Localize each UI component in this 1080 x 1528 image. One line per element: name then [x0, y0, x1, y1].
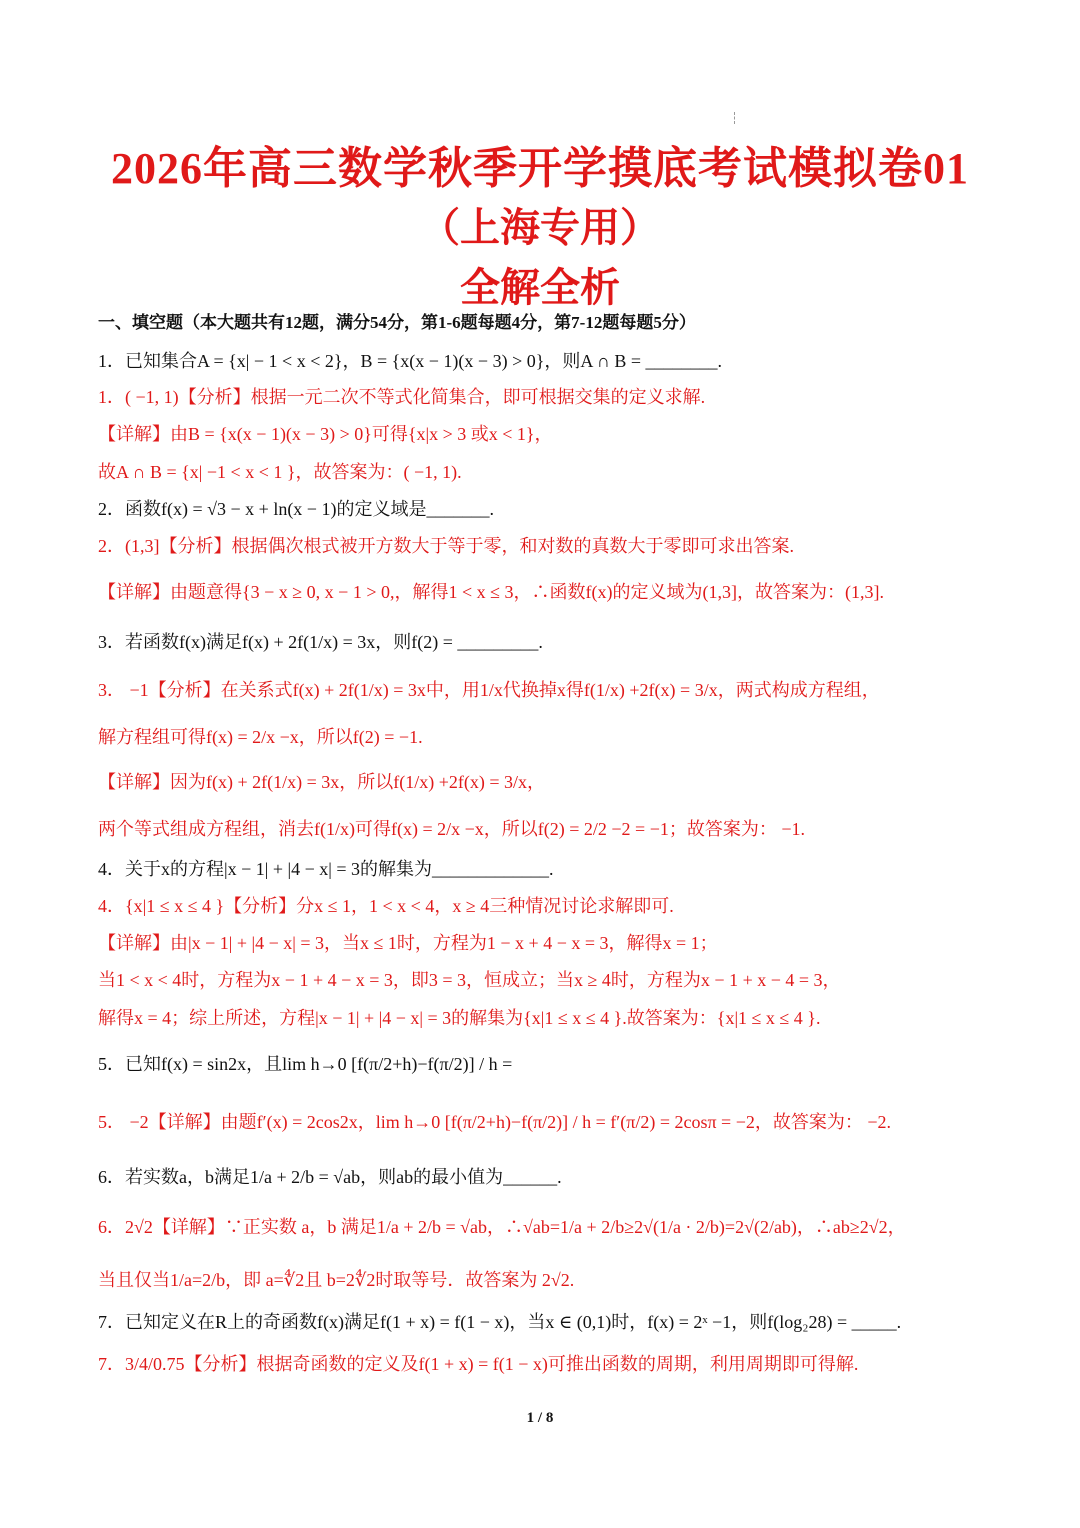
doc-title: 2026年高三数学秋季开学摸底考试模拟卷01 — [111, 144, 969, 193]
answer-3b: 解方程组可得f(x) = 2/x −x，所以f(2) = −1. — [98, 727, 423, 747]
detail-4b: 当1 < x < 4时，方程为x − 1 + 4 − x = 3，即3 = 3，恒成立；当x ≥ 4时，方程为x − 1 + x − 4 = 3， — [98, 970, 841, 990]
detail-1b: 故A ∩ B = {x| −1 < x < 1 }，故答案为：( −1, 1). — [98, 462, 462, 482]
section-heading: 一、填空题（本大题共有12题，满分54分，第1-6题每题4分，第7-12题每题5分） — [98, 313, 696, 332]
question-4: 4．关于x的方程|x − 1| + |4 − x| = 3的解集为_____________. — [98, 859, 554, 879]
answer-3: 3． −1【分析】在关系式f(x) + 2f(1/x) = 3x中，用1/x代换掉x得f(1/x) +2f(x) = 3/x，两式构成方程组， — [98, 680, 880, 700]
question-2: 2．函数f(x) = √3 − x + ln(x − 1)的定义域是_______. — [98, 499, 494, 519]
doc-subtitle: （上海专用） — [420, 205, 660, 250]
answer-7: 7．3/4/0.75【分析】根据奇函数的定义及f(1 + x) = f(1 − x)可推出函数的周期，利用周期即可得解. — [98, 1354, 859, 1374]
margin-mark — [734, 112, 736, 124]
answer-5: 5． −2【详解】由题f′(x) = 2cos2x，lim h→0 [f(π/2+h)−f(π/2)] / h = f′(π/2) = 2cosπ = −2，故答案为： −2. — [98, 1112, 892, 1132]
answer-1: 1．( −1, 1)【分析】根据一元二次不等式化简集合，即可根据交集的定义求解. — [98, 387, 706, 407]
detail-6: 当且仅当1/a=2/b，即 a=∜2且 b=2∜2时取等号．故答案为 2√2. — [98, 1270, 575, 1290]
page-number: 1 / 8 — [526, 1410, 554, 1426]
answer-2: 2．(1,3]【分析】根据偶次根式被开方数大于等于零，和对数的真数大于零即可求出答案. — [98, 536, 794, 556]
detail-4c: 解得x = 4；综上所述，方程|x − 1| + |4 − x| = 3的解集为{x|1 ≤ x ≤ 4 }.故答案为：{x|1 ≤ x ≤ 4 }. — [98, 1008, 821, 1028]
question-5: 5．已知f(x) = sin2x，且lim h→0 [f(π/2+h)−f(π/2)] / h = — [98, 1054, 513, 1074]
answer-4: 4．{x|1 ≤ x ≤ 4 }【分析】分x ≤ 1，1 < x < 4，x ≥ 4三种情况讨论求解即可. — [98, 896, 674, 916]
detail-2: 【详解】由题意得{3 − x ≥ 0, x − 1 > 0,，解得1 < x ≤ 3，∴函数f(x)的定义域为(1,3]，故答案为：(1,3]. — [98, 582, 884, 602]
question-1: 1．已知集合A = {x| − 1 < x < 2}，B = {x(x − 1)(x − 3) > 0}，则A ∩ B = ________. — [98, 351, 723, 371]
detail-4a: 【详解】由|x − 1| + |4 − x| = 3，当x ≤ 1时，方程为1 − x + 4 − x = 3，解得x = 1； — [98, 933, 718, 953]
question-6: 6．若实数a，b满足1/a + 2/b = √ab，则ab的最小值为______. — [98, 1167, 562, 1187]
detail-3a: 【详解】因为f(x) + 2f(1/x) = 3x，所以f(1/x) +2f(x) = 3/x， — [98, 772, 546, 792]
detail-1a: 【详解】由B = {x(x − 1)(x − 3) > 0}可得{x|x > 3 或x < 1}， — [98, 424, 553, 444]
answer-6: 6．2√2【详解】∵正实数 a，b 满足1/a + 2/b = √ab，∴√ab=1/a + 2/b≥2√(1/a · 2/b)=2√(2/ab)，∴ab≥2√2， — [98, 1217, 906, 1237]
question-3: 3．若函数f(x)满足f(x) + 2f(1/x) = 3x，则f(2) = _________. — [98, 632, 543, 652]
detail-3b: 两个等式组成方程组，消去f(1/x)可得f(x) = 2/x −x，所以f(2) = 2/2 −2 = −1；故答案为： −1. — [98, 819, 806, 839]
doc-heading: 全解全析 — [460, 265, 620, 310]
question-7: 7．已知定义在R上的奇函数f(x)满足f(1 + x) = f(1 − x)，当x ∈ (0,1)时，f(x) = 2ˣ −1，则f(log₂28) = _____. — [98, 1312, 902, 1332]
